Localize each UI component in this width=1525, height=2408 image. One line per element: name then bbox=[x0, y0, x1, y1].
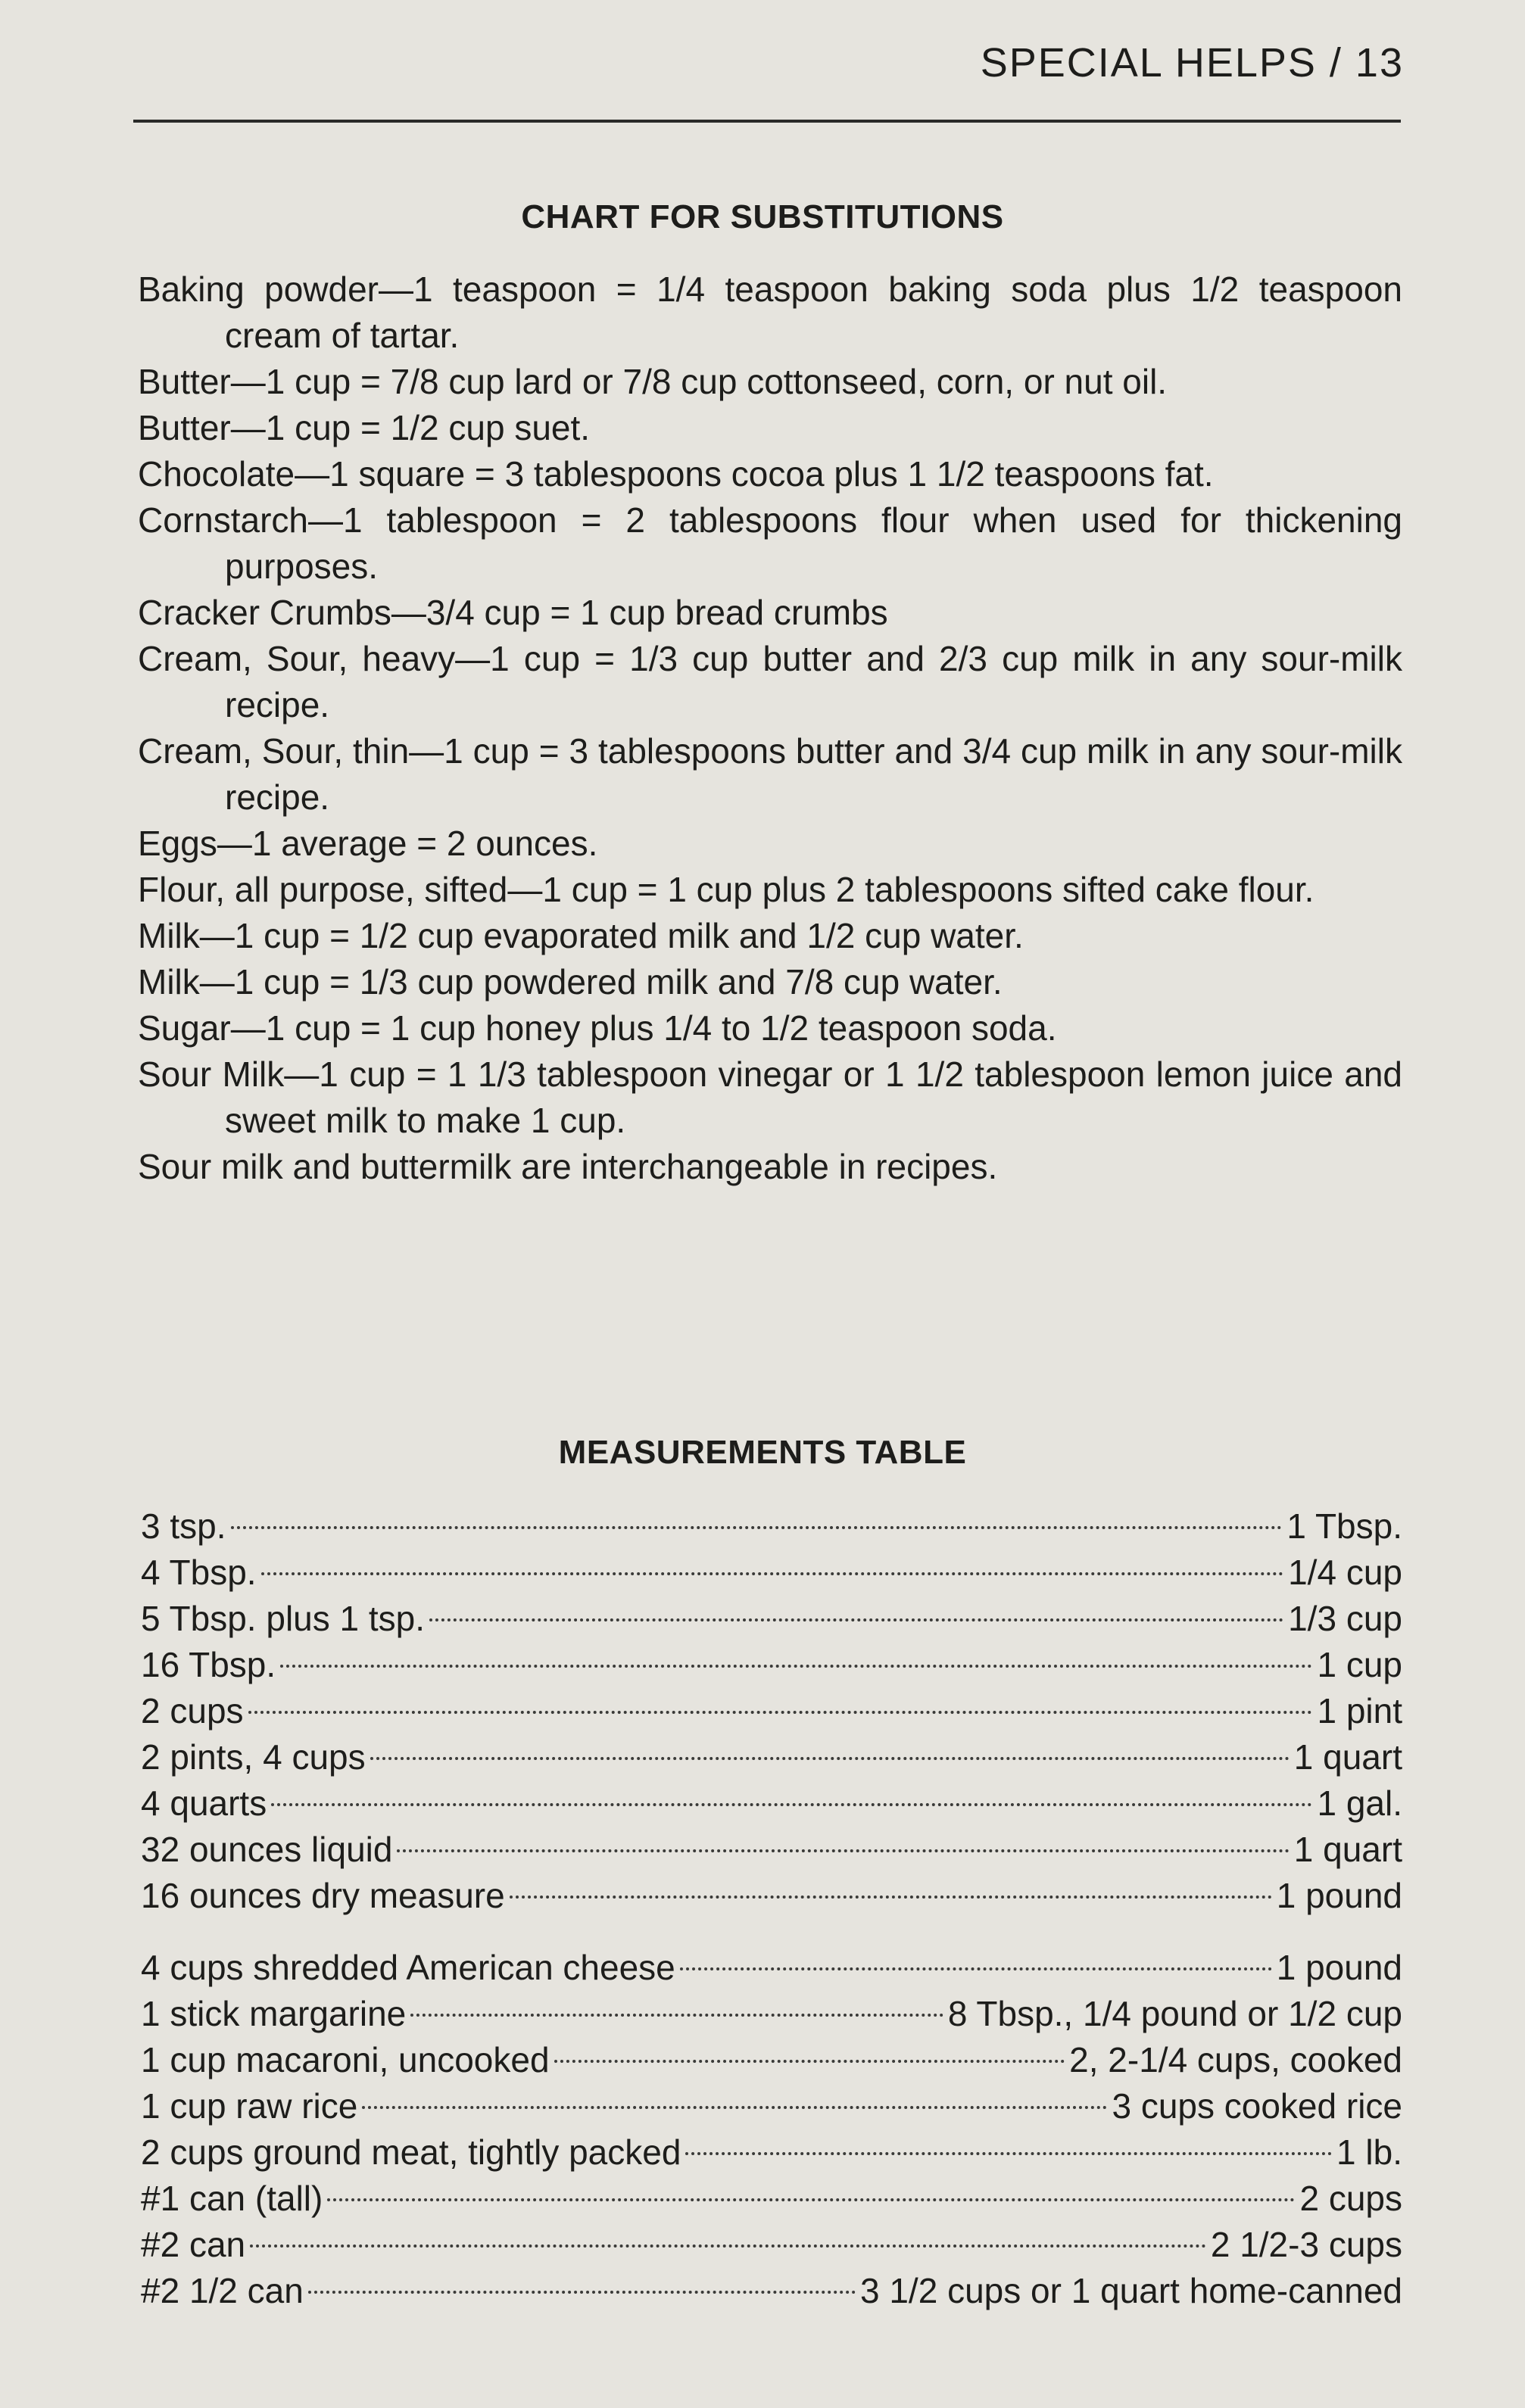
measurement-quantity: 1 stick margarine bbox=[141, 1994, 407, 2033]
measurement-quantity: 1 cup macaroni, uncooked bbox=[141, 2040, 550, 2079]
measurement-equivalent: 2 cups bbox=[1299, 2179, 1402, 2218]
measurement-equivalent: 1 pound bbox=[1276, 1948, 1402, 1987]
dot-leader bbox=[308, 2291, 856, 2294]
measurement-equivalent: 1/3 cup bbox=[1288, 1599, 1402, 1638]
measurement-equivalent: 3 1/2 cups or 1 quart home-canned bbox=[859, 2271, 1402, 2310]
measurement-quantity: 4 Tbsp. bbox=[141, 1553, 257, 1592]
substitution-item: Sour Milk—1 cup = 1 1/3 tablespoon vinegar or 1 1/2 tablespoon lemon juice and sweet milk to make 1 cup. bbox=[138, 1054, 1402, 1140]
measurement-row bbox=[141, 1642, 1402, 1688]
measurement-row bbox=[141, 1550, 1402, 1596]
measurement-row bbox=[141, 2037, 1402, 2083]
measurement-quantity: 1 cup raw rice bbox=[141, 2086, 358, 2126]
dot-leader bbox=[271, 1803, 1312, 1806]
measurement-row bbox=[141, 1873, 1402, 1919]
measurement-equivalent: 1 lb. bbox=[1336, 2132, 1402, 2172]
measurement-row bbox=[141, 1991, 1402, 2037]
dot-leader bbox=[685, 2152, 1332, 2155]
measurement-row bbox=[141, 1503, 1402, 1550]
measurement-row bbox=[141, 2176, 1402, 2222]
measurement-quantity: 4 cups shredded American cheese bbox=[141, 1948, 675, 1987]
substitution-item: Eggs—1 average = 2 ounces. bbox=[138, 824, 598, 863]
dot-leader bbox=[280, 1665, 1312, 1668]
measurement-equivalent: 2 1/2-3 cups bbox=[1210, 2225, 1402, 2264]
substitutions-title: CHART FOR SUBSTITUTIONS bbox=[521, 198, 1004, 235]
measurement-equivalent: 1 cup bbox=[1317, 1645, 1402, 1684]
measurement-quantity: #2 can bbox=[141, 2225, 246, 2264]
dot-leader bbox=[397, 1849, 1289, 1852]
measurement-row bbox=[141, 1734, 1402, 1780]
substitution-item: Milk—1 cup = 1/2 cup evaporated milk and 1/2 cup water. bbox=[138, 916, 1024, 955]
dot-leader bbox=[261, 1572, 1284, 1575]
substitution-item: Cream, Sour, heavy—1 cup = 1/3 cup butter and 2/3 cup milk in any sour-milk recipe. bbox=[138, 639, 1402, 724]
substitution-item: Chocolate—1 square = 3 tablespoons cocoa plus 1 1/2 teaspoons fat. bbox=[138, 454, 1214, 494]
header-rule bbox=[133, 120, 1401, 123]
measurement-quantity: 2 cups bbox=[141, 1691, 244, 1730]
substitution-item: Baking powder—1 teaspoon = 1/4 teaspoon baking soda plus 1/2 teaspoon cream of tartar. bbox=[138, 269, 1402, 355]
measurement-row bbox=[141, 2222, 1402, 2268]
measurement-row bbox=[141, 1780, 1402, 1827]
measurement-row bbox=[141, 2083, 1402, 2129]
measurement-equivalent: 1/4 cup bbox=[1288, 1553, 1402, 1592]
measurement-row bbox=[141, 2129, 1402, 2176]
measurement-quantity: 16 ounces dry measure bbox=[141, 1876, 505, 1915]
measurements-title: MEASUREMENTS TABLE bbox=[558, 1434, 967, 1471]
measurement-quantity: 32 ounces liquid bbox=[141, 1830, 393, 1869]
measurement-quantity: #1 can (tall) bbox=[141, 2179, 323, 2218]
measurement-quantity: 16 Tbsp. bbox=[141, 1645, 276, 1684]
measurement-equivalent: 8 Tbsp., 1/4 pound or 1/2 cup bbox=[947, 1994, 1402, 2033]
dot-leader bbox=[248, 1711, 1313, 1714]
measurement-equivalent: 1 pound bbox=[1276, 1876, 1402, 1915]
measurement-equivalent: 1 Tbsp. bbox=[1286, 1506, 1402, 1546]
measurement-quantity: 4 quarts bbox=[141, 1783, 267, 1823]
measurement-quantity: 2 pints, 4 cups bbox=[141, 1737, 366, 1777]
substitution-item: Sugar—1 cup = 1 cup honey plus 1/4 to 1/2 teaspoon soda. bbox=[138, 1008, 1057, 1048]
measurement-quantity: 2 cups ground meat, tightly packed bbox=[141, 2132, 681, 2172]
measurement-row bbox=[141, 1688, 1402, 1734]
dot-leader bbox=[362, 2106, 1107, 2109]
measurement-row bbox=[141, 1596, 1402, 1642]
measurement-quantity: 3 tsp. bbox=[141, 1506, 226, 1546]
measurements-group bbox=[141, 1945, 1402, 2314]
measurement-row bbox=[141, 2268, 1402, 2314]
dot-leader bbox=[231, 1526, 1283, 1529]
substitution-item: Butter—1 cup = 7/8 cup lard or 7/8 cup cottonseed, corn, or nut oil. bbox=[138, 362, 1168, 401]
dot-leader bbox=[370, 1757, 1290, 1760]
substitution-item: Sour milk and buttermilk are interchangeable in recipes. bbox=[138, 1147, 998, 1186]
measurements-table bbox=[141, 1503, 1402, 2314]
substitution-item: Cornstarch—1 tablespoon = 2 tablespoons flour when used for thickening purposes. bbox=[138, 500, 1402, 586]
substitution-item: Cream, Sour, thin—1 cup = 3 tablespoons butter and 3/4 cup milk in any sour-milk recipe. bbox=[138, 731, 1402, 817]
dot-leader bbox=[510, 1896, 1272, 1899]
measurement-equivalent: 3 cups cooked rice bbox=[1112, 2086, 1402, 2126]
substitution-item: Flour, all purpose, sifted—1 cup = 1 cup plus 2 tablespoons sifted cake flour. bbox=[138, 870, 1314, 909]
measurement-row bbox=[141, 1827, 1402, 1873]
measurement-equivalent: 1 pint bbox=[1317, 1691, 1402, 1730]
measurement-row bbox=[141, 1945, 1402, 1991]
measurements-group bbox=[141, 1503, 1402, 1919]
measurement-quantity: 5 Tbsp. plus 1 tsp. bbox=[141, 1599, 426, 1638]
substitution-item: Cracker Crumbs—3/4 cup = 1 cup bread crumbs bbox=[138, 593, 888, 632]
substitutions-list bbox=[138, 266, 1402, 1190]
dot-leader bbox=[429, 1618, 1283, 1621]
measurement-equivalent: 1 quart bbox=[1293, 1830, 1402, 1869]
substitution-item: Milk—1 cup = 1/3 cup powdered milk and 7/8 cup water. bbox=[138, 962, 1003, 1002]
running-head: SPECIAL HELPS / 13 bbox=[980, 40, 1404, 86]
dot-leader bbox=[250, 2244, 1206, 2248]
measurement-quantity: #2 1/2 can bbox=[141, 2271, 304, 2310]
measurement-equivalent: 1 quart bbox=[1293, 1737, 1402, 1777]
measurement-equivalent: 2, 2-1/4 cups, cooked bbox=[1069, 2040, 1402, 2079]
dot-leader bbox=[327, 2198, 1295, 2201]
substitution-item: Butter—1 cup = 1/2 cup suet. bbox=[138, 408, 591, 447]
dot-leader bbox=[554, 2060, 1065, 2063]
measurement-equivalent: 1 gal. bbox=[1317, 1783, 1402, 1823]
dot-leader bbox=[680, 1967, 1272, 1970]
dot-leader bbox=[410, 2014, 943, 2017]
